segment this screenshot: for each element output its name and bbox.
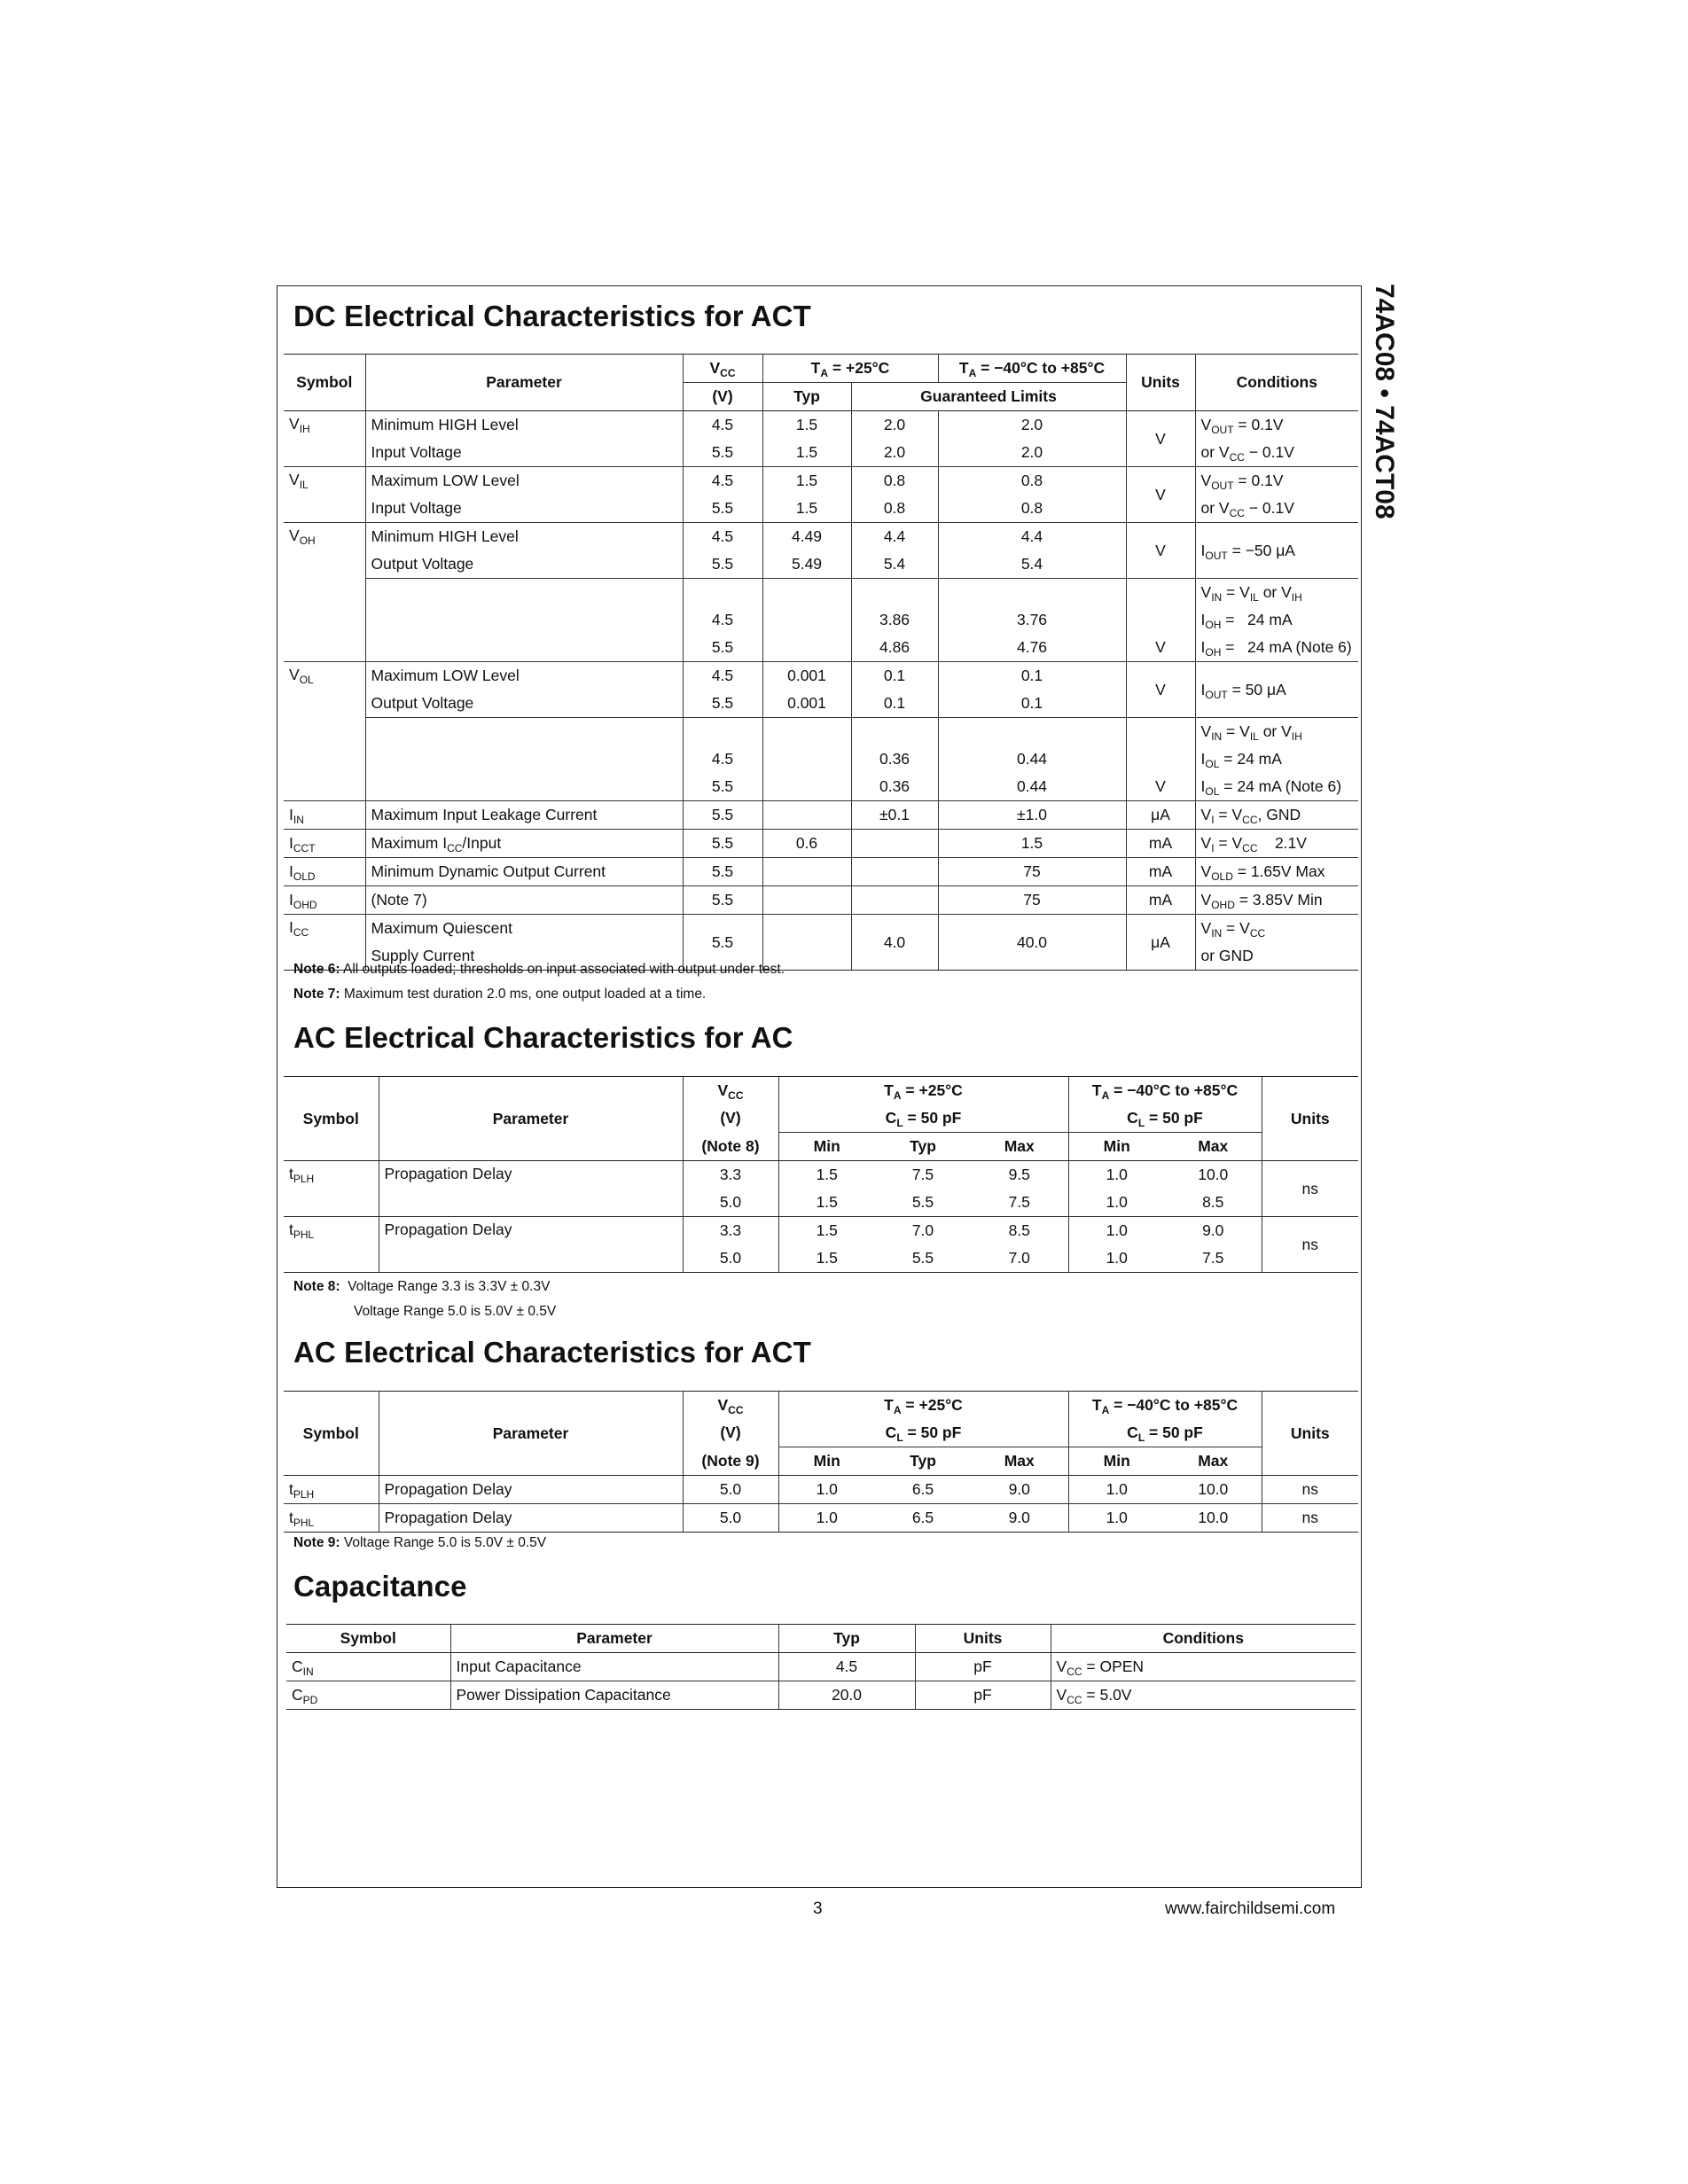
units-value: μA [1126,801,1195,830]
min-value: 1.0 [778,1476,875,1504]
side-title-text: 74AC08 • 74ACT08 [1370,284,1399,519]
max-value: 7.5 [1008,1193,1030,1211]
note-label: Note 9: [293,1535,340,1550]
cond-vil-2: or $V_{CC} - 0.1V$ [1195,495,1358,523]
ac-ac-col-vcc-unit: (V) [683,1104,778,1133]
range-value: 75 [938,858,1126,886]
typ-value: 4.49 [762,523,851,551]
range-value: 4.4 [938,523,1126,551]
range-value: 75 [938,886,1126,915]
vcc-value: 4.5 [683,467,762,495]
vcc-value: 5.0 [683,1244,778,1273]
typ-empty [762,745,851,773]
vcc-value: 5.5 [683,830,762,858]
ac-act-col-cl: $C_L = 50$ pF [778,1419,1068,1447]
cond-voh-b0: $V_{IN} = V_{IL}$ or $V_{IH}$ [1195,579,1358,607]
vcc-value: 4.5 [683,662,762,690]
ac-ac-header-row-1 [284,1077,1358,1105]
cond-vih-1: $V_{OUT} = 0.1V$ [1195,411,1358,440]
dc-row-iin [284,801,1358,830]
max-value: 9.0 [1008,1480,1030,1498]
symbol-vih: $V_{IH}$ [284,411,365,467]
dc-col-symbol: Symbol [284,355,365,411]
param-tphl: Propagation Delay [379,1504,683,1533]
note-8-line-2: Voltage Range 5.0 is 5.0V ± 0.5V [354,1304,557,1319]
ac-act-col-cl-range: $C_L = 50$ pF [1068,1419,1262,1447]
dc-col-parameter: Parameter [365,355,683,411]
units-value: ns [1262,1217,1358,1273]
ac-act-col-range-min: Min [1068,1447,1165,1476]
note-text: All outputs loaded; thresholds on input associated with output under test. [343,962,785,977]
ac-act-section-title: AC Electrical Characteristics for ACT [293,1336,811,1369]
symbol-icct: $I_{CCT}$ [289,834,316,854]
param-tplh: Propagation Delay [379,1476,683,1504]
ac-ac-col-units: Units [1262,1077,1358,1161]
cap-col-units: Units [915,1625,1051,1653]
range-max-value: 8.5 [1202,1193,1224,1211]
param-vol: Maximum LOW Level [365,662,683,690]
param-empty [365,718,683,801]
typ-empty [762,718,851,746]
range-min-value: 1.0 [1068,1504,1165,1533]
ac-act-col-vcc: $V_{CC}$ [683,1392,778,1420]
ac-act-characteristics-table [284,1391,1358,1533]
range-max-value: 10.0 [1198,1480,1229,1498]
vcc-value: 4.5 [683,411,762,440]
param-tplh: Propagation Delay [379,1161,683,1217]
ac-act-row-tphl [284,1504,1358,1533]
max-value: 9.0 [1008,1509,1030,1526]
range-empty [938,718,1126,746]
units-value: ns [1262,1476,1358,1504]
cond-vol-b2: $I_{OL} = 24$ mA (Note 6) [1195,773,1358,801]
typ-value: 0.001 [762,690,851,718]
dc-row-voh [284,523,1358,551]
units-value: V [1126,662,1195,718]
param-iold: Minimum Dynamic Output Current [365,858,683,886]
max-value: 7.0 [1008,1249,1030,1267]
range-value: 2.0 [938,439,1126,467]
ac-ac-row-tplh [284,1161,1358,1190]
ac-act-col-vcc-note: (Note 9) [683,1447,778,1476]
range-min-value: 1.0 [1068,1161,1165,1190]
param-vih: Minimum HIGH Level [365,411,683,440]
note-label: Note 7: [293,987,340,1002]
symbol-vol: $V_{OL}$ [284,662,365,801]
units-value: mA [1126,858,1195,886]
symbol-vil: $V_{IL}$ [284,467,365,523]
param-icc-2: Supply Current [365,942,683,971]
note-8 [293,1279,550,1295]
limit-value: 5.4 [851,550,938,579]
limit-value: 2.0 [851,411,938,440]
vcc-value: 3.3 [683,1161,778,1190]
limit-value: 0.36 [851,773,938,801]
typ-value: 4.5 [778,1653,915,1681]
units-value: V [1126,467,1195,523]
ac-ac-col-vcc-note: (Note 8) [683,1133,778,1161]
range-max-value: 10.0 [1198,1166,1229,1183]
dc-row-vil-2 [284,495,1358,523]
dc-row-vih [284,411,1358,440]
vcc-value: 5.5 [683,858,762,886]
limit-value: 3.86 [851,606,938,634]
symbol-voh: $V_{OH}$ [284,523,365,662]
range-min-value: 1.0 [1068,1476,1165,1504]
note-7 [293,987,706,1002]
limit-value: 0.1 [851,662,938,690]
vcc-value: 5.5 [683,773,762,801]
range-value: 0.44 [938,773,1126,801]
dc-section-title: DC Electrical Characteristics for ACT [293,300,811,332]
ac-ac-section-title: AC Electrical Characteristics for AC [293,1021,793,1054]
vcc-value: 5.5 [683,634,762,662]
cond-iohd: $V_{OHD} = 3.85V$ Min [1195,886,1358,915]
typ-value: 5.5 [911,1249,934,1267]
ac-ac-row-tphl [284,1217,1358,1245]
cap-col-parameter: Parameter [450,1625,778,1653]
range-value: 5.4 [938,550,1126,579]
limit-value: 2.0 [851,439,938,467]
ac-act-header-row-1 [284,1392,1358,1420]
cond-vol-b0: $V_{IN} = V_{IL}$ or $V_{IH}$ [1195,718,1358,746]
param-voh: Minimum HIGH Level [365,523,683,551]
dc-row-iohd [284,886,1358,915]
typ-empty [762,858,851,886]
limit-value: 4.0 [851,915,938,971]
typ-value: 5.5 [911,1193,934,1211]
vcc-value: 3.3 [683,1217,778,1245]
limit-empty [851,886,938,915]
vcc-value: 4.5 [683,606,762,634]
range-min-value: 1.0 [1068,1189,1165,1217]
limit-value: 0.1 [851,690,938,718]
ac-act-col-min: Min [778,1447,875,1476]
note-6 [293,962,785,978]
ac-ac-col-parameter: Parameter [379,1077,683,1161]
vcc-value: 5.0 [683,1504,778,1533]
limit-empty [851,830,938,858]
dc-col-conditions: Conditions [1195,355,1358,411]
dc-col-units: Units [1126,355,1195,411]
ac-act-col-typ: Typ [910,1452,936,1470]
symbol-tphl: $t_{PHL}$ [289,1509,315,1529]
ac-act-col-parameter: Parameter [379,1392,683,1476]
vcc-value: 5.5 [683,495,762,523]
ac-ac-col-typ: Typ [910,1137,936,1155]
param-iohd: (Note 7) [365,886,683,915]
param-tphl: Propagation Delay [379,1217,683,1273]
cond-voh-b2: $I_{OH} = 24$ mA (Note 6) [1195,634,1358,662]
symbol-icc: $I_{CC}$ [284,915,365,971]
range-min-value: 1.0 [1068,1217,1165,1245]
units-value: mA [1126,886,1195,915]
units-empty [1126,718,1195,746]
side-title [1366,284,1402,567]
param-voh-2: Output Voltage [365,550,683,579]
vcc-value: 5.0 [683,1189,778,1217]
symbol-iohd: $I_{OHD}$ [289,891,317,911]
dc-row-vol [284,662,1358,690]
symbol-cpd: $C_{PD}$ [292,1686,318,1706]
vcc-empty [683,718,762,746]
typ-value: 1.5 [762,495,851,523]
units-value: V [1126,411,1195,467]
ac-act-col-units: Units [1262,1392,1358,1476]
limit-value: 4.86 [851,634,938,662]
units-empty [1126,606,1195,634]
typ-empty [762,634,851,662]
ac-act-col-range-max: Max [1198,1452,1229,1470]
limit-value: 0.8 [851,467,938,495]
ac-ac-col-cl-range: $C_L = 50$ pF [1068,1104,1262,1133]
note-text: Maximum test duration 2.0 ms, one output loaded at a time. [343,987,707,1002]
dc-header-row-1 [284,355,1358,383]
units-value: V [1126,773,1195,801]
ac-act-col-vcc-unit: (V) [683,1419,778,1447]
cond-vil-1: $V_{OUT} = 0.1V$ [1195,467,1358,495]
param-iin: Maximum Input Leakage Current [365,801,683,830]
typ-empty [762,801,851,830]
vcc-value: 4.5 [683,745,762,773]
ac-ac-col-vcc: $V_{CC}$ [683,1077,778,1105]
cap-header-row [286,1625,1356,1653]
units-value: mA [1126,830,1195,858]
cap-col-typ: Typ [778,1625,915,1653]
dc-col-typ: Typ [762,383,851,411]
range-value: 3.76 [938,606,1126,634]
typ-value: 7.0 [911,1221,934,1239]
cond-icct: $V_I = V_{CC}$ 2.1V [1195,830,1358,858]
vcc-empty [683,579,762,607]
ac-act-col-max: Max [1004,1452,1035,1470]
typ-empty [762,886,851,915]
footer-url[interactable]: www.fairchildsemi.com [1165,1899,1336,1918]
dc-characteristics-table [284,354,1358,971]
cond-cpd: $V_{CC} = 5.0V$ [1051,1681,1356,1710]
limit-value: ±0.1 [851,801,938,830]
units-empty [1126,745,1195,773]
min-value: 1.5 [778,1244,875,1273]
ac-ac-col-ta25: $T_A = +25^\circ C$ [778,1077,1068,1105]
ac-ac-col-symbol: Symbol [284,1077,379,1161]
min-value: 1.5 [778,1189,875,1217]
range-value: 0.1 [938,662,1126,690]
units-empty [1126,579,1195,607]
symbol-iin: $I_{IN}$ [289,806,304,826]
limit-value: 0.36 [851,745,938,773]
typ-empty [762,773,851,801]
cond-cin: $V_{CC}$ = OPEN [1051,1653,1356,1681]
range-value: 2.0 [938,411,1126,440]
ac-ac-col-max: Max [1004,1137,1035,1155]
units-value: V [1126,523,1195,579]
units-value: pF [915,1653,1051,1681]
ac-act-row-tplh [284,1476,1358,1504]
param-vil: Maximum LOW Level [365,467,683,495]
typ-value: 7.5 [911,1166,934,1183]
min-value: 1.5 [778,1161,875,1190]
dc-col-ta25: $T_A = +25^\circ C$ [762,355,938,383]
vcc-value: 5.5 [683,690,762,718]
cond-icc-1: $V_{IN} = V_{CC}$ [1195,915,1358,943]
range-value: ±1.0 [938,801,1126,830]
cond-vih-2: or $V_{CC} - 0.1V$ [1195,439,1358,467]
vcc-value: 5.5 [683,886,762,915]
cond-vol-b1: $I_{OL} = 24$ mA [1195,745,1358,773]
range-value: 40.0 [938,915,1126,971]
cap-col-symbol: Symbol [340,1629,396,1647]
typ-value: 0.6 [762,830,851,858]
vcc-value: 5.5 [683,915,762,971]
cond-voh: $I_{OUT} = -50$ μA [1195,523,1358,579]
ac-act-col-ta25: $T_A = +25^\circ C$ [778,1392,1068,1420]
ac-act-col-ta-range: $T_A = -40^\circ C$ to +85°C [1068,1392,1262,1420]
note-label: Note 6: [293,962,340,977]
param-cin: Input Capacitance [450,1653,778,1681]
ac-ac-characteristics-table [284,1076,1358,1273]
max-value: 9.5 [1008,1166,1030,1183]
ac-ac-col-ta-range: $T_A = -40^\circ C$ to +85°C [1068,1077,1262,1105]
dc-row-icct [284,830,1358,858]
typ-empty [762,579,851,607]
capacitance-section-title: Capacitance [293,1570,467,1603]
range-max-value: 7.5 [1202,1249,1224,1267]
limit-empty [851,718,938,746]
vcc-value: 5.5 [683,801,762,830]
param-icc: Maximum Quiescent [365,915,683,943]
ac-ac-col-cl: $C_L = 50$ pF [778,1104,1068,1133]
vcc-value: 5.0 [683,1476,778,1504]
cond-iold: $V_{OLD} = 1.65V$ Max [1195,858,1358,886]
typ-value: 1.5 [762,439,851,467]
units-value: μA [1126,915,1195,971]
dc-row-vil [284,467,1358,495]
capacitance-table [286,1624,1356,1710]
dc-row-vih-2 [284,439,1358,467]
range-value: 1.5 [938,830,1126,858]
range-value: 0.8 [938,495,1126,523]
note-text: Voltage Range 3.3 is 3.3V ± 0.3V [348,1279,551,1294]
typ-value: 1.5 [762,411,851,440]
vcc-value: 5.5 [683,550,762,579]
typ-value: 6.5 [911,1509,934,1526]
param-vol-2: Output Voltage [365,690,683,718]
symbol-iold: $I_{OLD}$ [289,862,316,883]
units-value: ns [1262,1504,1358,1533]
typ-value: 0.001 [762,662,851,690]
symbol-tplh: $t_{PLH}$ [289,1480,315,1501]
units-value: pF [915,1681,1051,1710]
param-vil-2: Input Voltage [365,495,683,523]
param-vih-2: Input Voltage [365,439,683,467]
range-max-value: 10.0 [1198,1509,1229,1526]
dc-row-voh-3 [284,579,1358,607]
vcc-value: 4.5 [683,523,762,551]
cond-voh-b1: $I_{OH} = 24$ mA [1195,606,1358,634]
units-value: ns [1262,1161,1358,1217]
typ-value: 1.5 [762,467,851,495]
cond-iin: $V_I = V_{CC}$, GND [1195,801,1358,830]
typ-value: 5.49 [762,550,851,579]
range-max-value: 9.0 [1202,1221,1224,1239]
range-value: 0.1 [938,690,1126,718]
dc-col-vcc-unit: (V) [683,383,762,411]
range-value: 0.8 [938,467,1126,495]
symbol-cin: $C_{IN}$ [292,1658,314,1678]
dc-row-icc [284,915,1358,943]
param-cpd: Power Dissipation Capacitance [450,1681,778,1710]
ac-ac-col-range-max: Max [1198,1137,1229,1155]
note-text: Voltage Range 5.0 is 5.0V ± 0.5V [343,1535,547,1550]
cond-vol: $I_{OUT} = 50$ μA [1195,662,1358,718]
param-icct: Maximum $I_{CC}$/Input [365,830,683,858]
min-value: 1.0 [778,1504,875,1533]
ac-ac-col-range-min: Min [1068,1133,1165,1161]
symbol-tphl: $t_{PHL}$ [284,1217,379,1273]
dc-col-vcc: $V_{CC}$ [683,355,762,383]
max-value: 8.5 [1008,1221,1030,1239]
dc-row-iold [284,858,1358,886]
limit-value: 0.8 [851,495,938,523]
typ-empty [762,606,851,634]
page-number: 3 [813,1899,823,1918]
cap-row-cin [286,1653,1356,1681]
units-value: V [1126,634,1195,662]
vcc-value: 5.5 [683,439,762,467]
dc-col-guaranteed: Guaranteed Limits [851,383,1126,411]
ac-ac-col-min: Min [778,1133,875,1161]
range-min-value: 1.0 [1068,1244,1165,1273]
dc-col-ta-range: $T_A = -40^\circ C$ to +85°C [938,355,1126,383]
min-value: 1.5 [778,1217,875,1245]
param-empty [365,579,683,662]
note-9 [293,1535,546,1551]
dc-row-vol-3 [284,718,1358,746]
limit-value: 4.4 [851,523,938,551]
range-value: 0.44 [938,745,1126,773]
typ-value: 20.0 [778,1681,915,1710]
ac-act-col-symbol: Symbol [284,1392,379,1476]
symbol-tplh: $t_{PLH}$ [284,1161,379,1217]
cap-col-conditions: Conditions [1051,1625,1356,1653]
cap-row-cpd [286,1681,1356,1710]
limit-empty [851,579,938,607]
limit-empty [851,858,938,886]
typ-value: 6.5 [911,1480,934,1498]
note-label: Note 8: [293,1279,340,1294]
range-value: 4.76 [938,634,1126,662]
cond-icc-2: or GND [1195,942,1358,971]
range-empty [938,579,1126,607]
